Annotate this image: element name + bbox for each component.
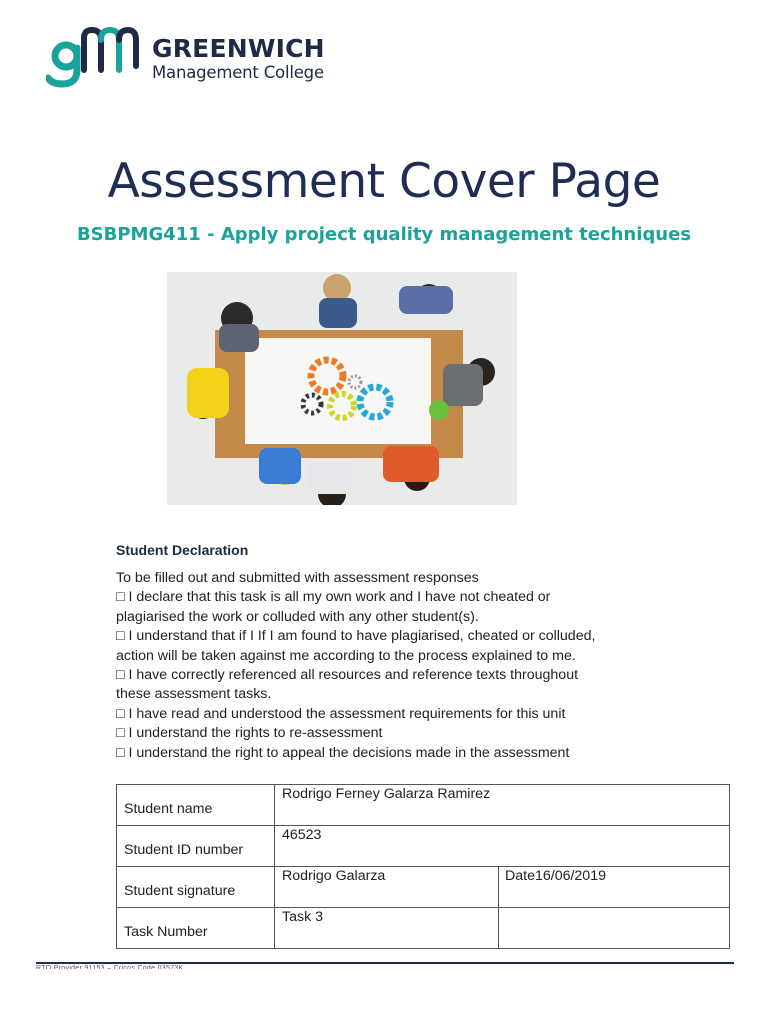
declaration-heading: Student Declaration [116,542,249,558]
gm-logo-icon [46,26,142,90]
student-id-field[interactable]: 46523 [275,826,730,867]
declaration-text [116,569,676,763]
declaration-line: □ I have correctly referenced all resources and reference texts throughout [116,667,579,684]
student-id-label: Student ID number [117,826,275,867]
declaration-line: □ I understand that if I If I am found to have plagiarised, cheated or colluded, [116,628,596,645]
student-signature-label: Student signature [117,867,275,908]
table-row [117,826,730,867]
unit-subtitle: BSBPMG411 - Apply project quality management techniques [76,224,692,245]
declaration-line: □ I have read and understood the assessment requirements for this unit [116,705,566,722]
declaration-line: plagiarised the work or colluded with any other student(s). [116,608,479,625]
task-number-label: Task Number [117,908,275,949]
table-row [117,785,730,826]
table-row [117,867,730,908]
student-name-field[interactable]: Rodrigo Ferney Galarza Ramirez [275,785,730,826]
college-logo [46,26,346,90]
declaration-line: □ I understand the right to appeal the decisions made in the assessment [116,744,570,761]
footer-text: RTO Provider 91153 – Cricos Code 03573K [36,965,184,969]
declaration-line: these assessment tasks. [116,686,272,703]
task-number-field[interactable]: Task 3 [275,908,499,949]
student-info-table [116,784,730,949]
team-meeting-gears-icon [167,272,517,505]
logo-name: GREENWICH [152,34,325,63]
declaration-line: □ I declare that this task is all my own work and I have not cheated or [116,589,551,606]
page-title: Assessment Cover Page [107,154,661,209]
student-name-label: Student name [117,785,275,826]
declaration-line: □ I understand the rights to re-assessment [116,725,383,742]
empty-cell [499,908,730,949]
declaration-line: To be filled out and submitted with assessment responses [116,570,479,586]
team-meeting-photo [167,272,517,505]
table-row [117,908,730,949]
date-field[interactable]: Date16/06/2019 [499,867,730,908]
declaration-line: action will be taken against me according to the process explained to me. [116,647,576,664]
logo-subname: Management College [152,63,324,82]
student-signature-field[interactable]: Rodrigo Galarza [275,867,499,908]
